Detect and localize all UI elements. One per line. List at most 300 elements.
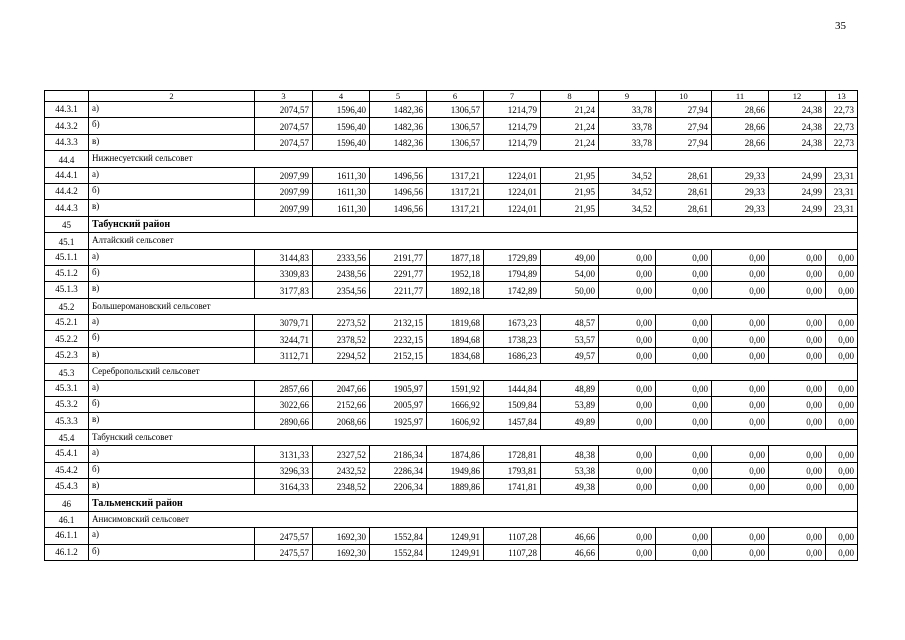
value-cell: 1952,18 — [427, 265, 484, 281]
value-cell: 2890,66 — [255, 413, 313, 429]
value-cell: 0,00 — [599, 478, 656, 494]
value-cell: 2191,77 — [370, 249, 427, 265]
value-cell: 1686,23 — [484, 347, 541, 363]
value-cell: 0,00 — [656, 331, 712, 347]
value-cell: 3112,71 — [255, 347, 313, 363]
value-cell: 0,00 — [656, 282, 712, 298]
value-cell: 1742,89 — [484, 282, 541, 298]
value-cell: 0,00 — [826, 478, 858, 494]
row-code: 45.1.2 — [45, 265, 89, 281]
value-cell: 0,00 — [769, 265, 826, 281]
value-cell: 0,00 — [712, 528, 769, 544]
row-code: 44.3.2 — [45, 118, 89, 134]
value-cell: 33,78 — [599, 118, 656, 134]
row-variant: в) — [89, 478, 255, 494]
value-cell: 33,78 — [599, 134, 656, 150]
row-variant: в) — [89, 134, 255, 150]
value-cell: 34,52 — [599, 183, 656, 199]
value-cell: 1728,81 — [484, 446, 541, 462]
value-cell: 2005,97 — [370, 397, 427, 413]
value-cell: 22,73 — [826, 118, 858, 134]
value-cell: 2348,52 — [313, 478, 370, 494]
value-cell: 2132,15 — [370, 315, 427, 331]
value-cell: 0,00 — [656, 397, 712, 413]
value-cell: 1107,28 — [484, 544, 541, 560]
value-cell: 2438,56 — [313, 265, 370, 281]
row-code: 44.4.2 — [45, 183, 89, 199]
value-cell: 1794,89 — [484, 265, 541, 281]
value-cell: 1306,57 — [427, 134, 484, 150]
value-cell: 0,00 — [769, 413, 826, 429]
value-cell: 1249,91 — [427, 544, 484, 560]
value-cell: 2432,52 — [313, 462, 370, 478]
table-body — [45, 102, 858, 561]
value-cell: 1596,40 — [313, 134, 370, 150]
table-row — [45, 315, 858, 331]
value-cell: 0,00 — [826, 397, 858, 413]
table-row — [45, 347, 858, 363]
value-cell: 0,00 — [769, 478, 826, 494]
value-cell: 1738,23 — [484, 331, 541, 347]
row-variant: а) — [89, 167, 255, 183]
value-cell: 0,00 — [712, 347, 769, 363]
row-code: 45.4.2 — [45, 462, 89, 478]
value-cell: 0,00 — [599, 249, 656, 265]
value-cell: 2291,77 — [370, 265, 427, 281]
table-row — [45, 200, 858, 216]
value-cell: 0,00 — [656, 315, 712, 331]
value-cell: 1666,92 — [427, 397, 484, 413]
table-row — [45, 462, 858, 478]
table-row — [45, 249, 858, 265]
row-code: 45.3 — [45, 364, 89, 380]
value-cell: 3164,33 — [255, 478, 313, 494]
value-cell: 2074,57 — [255, 134, 313, 150]
value-cell: 0,00 — [656, 347, 712, 363]
value-cell: 46,66 — [541, 528, 599, 544]
row-code: 45.4.1 — [45, 446, 89, 462]
value-cell: 2378,52 — [313, 331, 370, 347]
value-cell: 3022,66 — [255, 397, 313, 413]
value-cell: 48,89 — [541, 380, 599, 396]
row-code: 45.3.2 — [45, 397, 89, 413]
value-cell: 49,89 — [541, 413, 599, 429]
value-cell: 0,00 — [599, 397, 656, 413]
row-code: 45 — [45, 216, 89, 232]
value-cell: 1894,68 — [427, 331, 484, 347]
value-cell: 2097,99 — [255, 200, 313, 216]
value-cell: 0,00 — [712, 544, 769, 560]
row-variant: а) — [89, 102, 255, 118]
value-cell: 0,00 — [769, 462, 826, 478]
section-name: Табунский сельсовет — [89, 429, 858, 445]
row-variant: в) — [89, 347, 255, 363]
row-variant: б) — [89, 183, 255, 199]
value-cell: 0,00 — [599, 265, 656, 281]
value-cell: 1317,21 — [427, 167, 484, 183]
value-cell: 53,89 — [541, 397, 599, 413]
table-row — [45, 265, 858, 281]
value-cell: 0,00 — [826, 544, 858, 560]
table-row — [45, 446, 858, 462]
value-cell: 1496,56 — [370, 183, 427, 199]
district-row — [45, 216, 858, 232]
value-cell: 2152,15 — [370, 347, 427, 363]
value-cell: 24,99 — [769, 200, 826, 216]
value-cell: 0,00 — [712, 331, 769, 347]
value-cell: 1673,23 — [484, 315, 541, 331]
header-cell: 6 — [427, 91, 484, 102]
value-cell: 0,00 — [712, 446, 769, 462]
value-cell: 22,73 — [826, 102, 858, 118]
value-cell: 3309,83 — [255, 265, 313, 281]
value-cell: 23,31 — [826, 200, 858, 216]
value-cell: 1457,84 — [484, 413, 541, 429]
value-cell: 0,00 — [656, 478, 712, 494]
value-cell: 0,00 — [826, 462, 858, 478]
row-variant: б) — [89, 118, 255, 134]
value-cell: 0,00 — [826, 380, 858, 396]
section-row — [45, 429, 858, 445]
value-cell: 29,33 — [712, 200, 769, 216]
value-cell: 0,00 — [656, 249, 712, 265]
value-cell: 1482,36 — [370, 134, 427, 150]
row-variant: б) — [89, 397, 255, 413]
value-cell: 0,00 — [826, 528, 858, 544]
value-cell: 28,66 — [712, 102, 769, 118]
table-row — [45, 397, 858, 413]
row-code: 44.3.3 — [45, 134, 89, 150]
value-cell: 0,00 — [769, 446, 826, 462]
row-variant: а) — [89, 528, 255, 544]
value-cell: 2211,77 — [370, 282, 427, 298]
row-variant: а) — [89, 380, 255, 396]
value-cell: 3079,71 — [255, 315, 313, 331]
header-cell: 11 — [712, 91, 769, 102]
value-cell: 2475,57 — [255, 544, 313, 560]
value-cell: 2475,57 — [255, 528, 313, 544]
row-variant: б) — [89, 462, 255, 478]
value-cell: 0,00 — [599, 413, 656, 429]
value-cell: 0,00 — [599, 528, 656, 544]
district-row — [45, 495, 858, 511]
row-code: 45.1.1 — [45, 249, 89, 265]
value-cell: 1214,79 — [484, 102, 541, 118]
row-code: 45.2.3 — [45, 347, 89, 363]
value-cell: 24,38 — [769, 134, 826, 150]
value-cell: 49,57 — [541, 347, 599, 363]
value-cell: 0,00 — [826, 315, 858, 331]
value-cell: 0,00 — [599, 380, 656, 396]
header-cell: 12 — [769, 91, 826, 102]
value-cell: 0,00 — [712, 397, 769, 413]
district-name: Табунский район — [89, 216, 858, 232]
value-cell: 2327,52 — [313, 446, 370, 462]
value-cell: 0,00 — [712, 265, 769, 281]
header-cell: 8 — [541, 91, 599, 102]
row-variant: в) — [89, 200, 255, 216]
value-cell: 21,95 — [541, 200, 599, 216]
value-cell: 0,00 — [769, 380, 826, 396]
value-cell: 28,61 — [656, 167, 712, 183]
row-code: 45.4.3 — [45, 478, 89, 494]
value-cell: 0,00 — [656, 413, 712, 429]
value-cell: 48,38 — [541, 446, 599, 462]
value-cell: 21,24 — [541, 102, 599, 118]
value-cell: 1306,57 — [427, 102, 484, 118]
header-cell: 9 — [599, 91, 656, 102]
tariff-table — [44, 90, 858, 561]
value-cell: 1306,57 — [427, 118, 484, 134]
value-cell: 1317,21 — [427, 183, 484, 199]
row-code: 44.3.1 — [45, 102, 89, 118]
value-cell: 2097,99 — [255, 183, 313, 199]
value-cell: 1611,30 — [313, 200, 370, 216]
row-variant: в) — [89, 282, 255, 298]
row-code: 44.4.3 — [45, 200, 89, 216]
table-row — [45, 528, 858, 544]
value-cell: 1905,97 — [370, 380, 427, 396]
table-row — [45, 183, 858, 199]
value-cell: 0,00 — [826, 265, 858, 281]
value-cell: 0,00 — [599, 446, 656, 462]
value-cell: 1552,84 — [370, 544, 427, 560]
value-cell: 0,00 — [712, 478, 769, 494]
table-row — [45, 282, 858, 298]
value-cell: 1611,30 — [313, 183, 370, 199]
value-cell: 1444,84 — [484, 380, 541, 396]
value-cell: 0,00 — [826, 331, 858, 347]
value-cell: 46,66 — [541, 544, 599, 560]
value-cell: 28,61 — [656, 200, 712, 216]
value-cell: 0,00 — [599, 282, 656, 298]
value-cell: 0,00 — [599, 462, 656, 478]
row-code: 45.4 — [45, 429, 89, 445]
value-cell: 2068,66 — [313, 413, 370, 429]
row-code: 45.2.1 — [45, 315, 89, 331]
value-cell: 49,00 — [541, 249, 599, 265]
value-cell: 1224,01 — [484, 183, 541, 199]
row-code: 45.1 — [45, 233, 89, 249]
table-row — [45, 478, 858, 494]
value-cell: 1317,21 — [427, 200, 484, 216]
district-name: Тальменский район — [89, 495, 858, 511]
table-row — [45, 167, 858, 183]
value-cell: 1889,86 — [427, 478, 484, 494]
value-cell: 2857,66 — [255, 380, 313, 396]
page-number: 35 — [835, 20, 846, 32]
value-cell: 0,00 — [769, 249, 826, 265]
header-cell: 2 — [89, 91, 255, 102]
header-cell: 4 — [313, 91, 370, 102]
value-cell: 0,00 — [769, 528, 826, 544]
value-cell: 2074,57 — [255, 118, 313, 134]
section-row — [45, 151, 858, 167]
value-cell: 0,00 — [826, 282, 858, 298]
header-cell: 10 — [656, 91, 712, 102]
value-cell: 1224,01 — [484, 200, 541, 216]
value-cell: 1509,84 — [484, 397, 541, 413]
value-cell: 2286,34 — [370, 462, 427, 478]
value-cell: 1214,79 — [484, 134, 541, 150]
value-cell: 1224,01 — [484, 167, 541, 183]
row-variant: б) — [89, 331, 255, 347]
value-cell: 29,33 — [712, 167, 769, 183]
value-cell: 3177,83 — [255, 282, 313, 298]
value-cell: 28,61 — [656, 183, 712, 199]
value-cell: 1949,86 — [427, 462, 484, 478]
row-variant: б) — [89, 265, 255, 281]
value-cell: 0,00 — [656, 462, 712, 478]
row-code: 46.1.1 — [45, 528, 89, 544]
section-row — [45, 364, 858, 380]
value-cell: 0,00 — [656, 446, 712, 462]
value-cell: 21,95 — [541, 167, 599, 183]
value-cell: 3296,33 — [255, 462, 313, 478]
value-cell: 1834,68 — [427, 347, 484, 363]
header-cell: 7 — [484, 91, 541, 102]
value-cell: 1611,30 — [313, 167, 370, 183]
value-cell: 0,00 — [826, 413, 858, 429]
row-code: 46.1 — [45, 511, 89, 527]
value-cell: 54,00 — [541, 265, 599, 281]
value-cell: 53,38 — [541, 462, 599, 478]
value-cell: 48,57 — [541, 315, 599, 331]
row-variant: а) — [89, 446, 255, 462]
row-variant: а) — [89, 315, 255, 331]
value-cell: 1877,18 — [427, 249, 484, 265]
value-cell: 1793,81 — [484, 462, 541, 478]
value-cell: 1596,40 — [313, 102, 370, 118]
value-cell: 1606,92 — [427, 413, 484, 429]
value-cell: 24,99 — [769, 183, 826, 199]
value-cell: 0,00 — [712, 380, 769, 396]
value-cell: 0,00 — [712, 282, 769, 298]
value-cell: 1496,56 — [370, 200, 427, 216]
value-cell: 0,00 — [712, 249, 769, 265]
section-name: Нижнесуетский сельсовет — [89, 151, 858, 167]
table-row — [45, 102, 858, 118]
value-cell: 1925,97 — [370, 413, 427, 429]
value-cell: 1496,56 — [370, 167, 427, 183]
value-cell: 1552,84 — [370, 528, 427, 544]
value-cell: 0,00 — [769, 397, 826, 413]
table-row — [45, 544, 858, 560]
value-cell: 28,66 — [712, 134, 769, 150]
section-row — [45, 298, 858, 314]
value-cell: 2047,66 — [313, 380, 370, 396]
value-cell: 1482,36 — [370, 118, 427, 134]
value-cell: 0,00 — [599, 544, 656, 560]
value-cell: 1214,79 — [484, 118, 541, 134]
value-cell: 29,33 — [712, 183, 769, 199]
value-cell: 1249,91 — [427, 528, 484, 544]
value-cell: 1819,68 — [427, 315, 484, 331]
value-cell: 1692,30 — [313, 528, 370, 544]
value-cell: 2333,56 — [313, 249, 370, 265]
row-code: 45.1.3 — [45, 282, 89, 298]
value-cell: 1692,30 — [313, 544, 370, 560]
value-cell: 27,94 — [656, 134, 712, 150]
value-cell: 1729,89 — [484, 249, 541, 265]
value-cell: 2232,15 — [370, 331, 427, 347]
value-cell: 21,95 — [541, 183, 599, 199]
value-cell: 0,00 — [769, 331, 826, 347]
value-cell: 50,00 — [541, 282, 599, 298]
value-cell: 2186,34 — [370, 446, 427, 462]
column-number-row — [45, 91, 858, 102]
section-name: Серебропольский сельсовет — [89, 364, 858, 380]
section-row — [45, 233, 858, 249]
value-cell: 2152,66 — [313, 397, 370, 413]
value-cell: 3131,33 — [255, 446, 313, 462]
value-cell: 0,00 — [656, 544, 712, 560]
value-cell: 0,00 — [599, 331, 656, 347]
header-cell: 13 — [826, 91, 858, 102]
value-cell: 0,00 — [656, 528, 712, 544]
table-row — [45, 413, 858, 429]
row-code: 46 — [45, 495, 89, 511]
value-cell: 0,00 — [712, 413, 769, 429]
table-row — [45, 380, 858, 396]
row-code: 44.4 — [45, 151, 89, 167]
value-cell: 2294,52 — [313, 347, 370, 363]
value-cell: 2354,56 — [313, 282, 370, 298]
value-cell: 2206,34 — [370, 478, 427, 494]
value-cell: 3244,71 — [255, 331, 313, 347]
value-cell: 0,00 — [769, 544, 826, 560]
value-cell: 0,00 — [769, 315, 826, 331]
value-cell: 24,38 — [769, 102, 826, 118]
value-cell: 1591,92 — [427, 380, 484, 396]
value-cell: 27,94 — [656, 118, 712, 134]
row-variant: а) — [89, 249, 255, 265]
value-cell: 21,24 — [541, 134, 599, 150]
value-cell: 0,00 — [656, 380, 712, 396]
value-cell: 0,00 — [599, 315, 656, 331]
header-cell: 3 — [255, 91, 313, 102]
value-cell: 22,73 — [826, 134, 858, 150]
value-cell: 1482,36 — [370, 102, 427, 118]
table-row — [45, 331, 858, 347]
value-cell: 21,24 — [541, 118, 599, 134]
row-code: 45.3.1 — [45, 380, 89, 396]
section-name: Анисимовский сельсовет — [89, 511, 858, 527]
row-variant: б) — [89, 544, 255, 560]
value-cell: 1107,28 — [484, 528, 541, 544]
row-code: 44.4.1 — [45, 167, 89, 183]
value-cell: 2273,52 — [313, 315, 370, 331]
header-cell: 5 — [370, 91, 427, 102]
section-name: Алтайский сельсовет — [89, 233, 858, 249]
table-row — [45, 118, 858, 134]
value-cell: 1874,86 — [427, 446, 484, 462]
value-cell: 24,99 — [769, 167, 826, 183]
value-cell: 3144,83 — [255, 249, 313, 265]
row-code: 45.3.3 — [45, 413, 89, 429]
value-cell: 27,94 — [656, 102, 712, 118]
value-cell: 49,38 — [541, 478, 599, 494]
table-row — [45, 134, 858, 150]
value-cell: 0,00 — [599, 347, 656, 363]
row-code: 46.1.2 — [45, 544, 89, 560]
value-cell: 34,52 — [599, 167, 656, 183]
value-cell: 0,00 — [826, 249, 858, 265]
value-cell: 34,52 — [599, 200, 656, 216]
value-cell: 0,00 — [656, 265, 712, 281]
value-cell: 0,00 — [769, 282, 826, 298]
value-cell: 0,00 — [712, 462, 769, 478]
